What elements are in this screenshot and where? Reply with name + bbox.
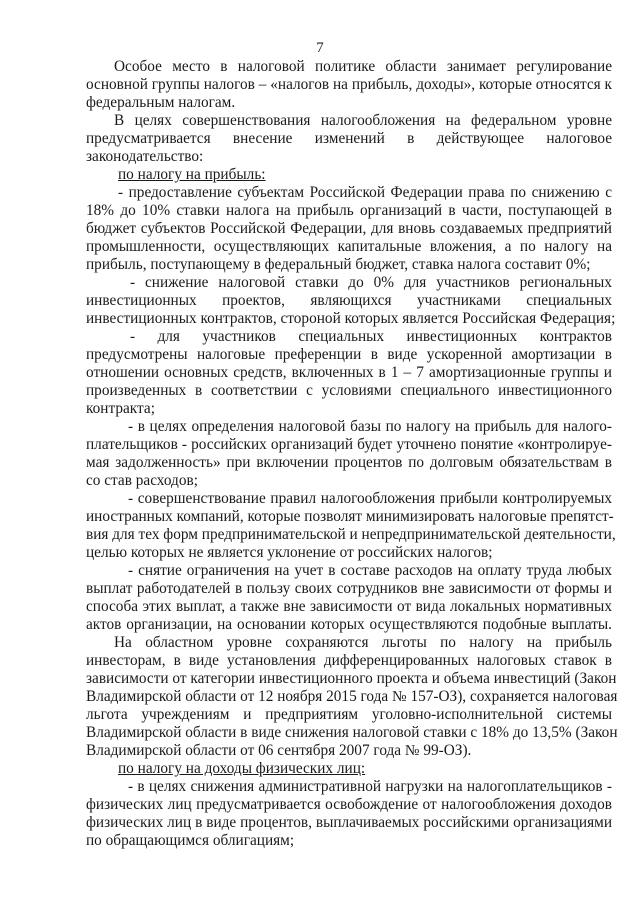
text-line: отношении основных средств, включенных в 1 – 7 амортизационные группы и <box>86 364 612 381</box>
text-line: зависимости от категории инвестиционного проекта и объема инвестиций (Закон <box>86 670 617 687</box>
text-line: - снижение налоговой ставки до 0% для участников региональных <box>130 274 612 291</box>
text-line: вия для тех форм предпринимательской и непредпринимательской деятельности, <box>86 526 616 543</box>
text-line: Владимирской области от 06 сентября 2007 года № 99-ОЗ). <box>86 742 472 759</box>
text-line: - в целях определения налоговой базы по налогу на прибыль для налого- <box>128 418 612 435</box>
text-line: Владимирской области в виде снижения налоговой ставки с 18% до 13,5% (Закон <box>86 724 618 741</box>
section-heading-personal-income-tax: по налогу на доходы физических лиц: <box>118 760 366 777</box>
text-line: бюджет субъектов Российской Федерации, для вновь создаваемых предприятий <box>86 220 612 237</box>
text-line: физических лиц предусматривается освобождение от налогообложения доходов <box>86 796 612 813</box>
section-heading-profit-tax: по налогу на прибыль: <box>118 166 266 183</box>
text-line: целью которых не является уклонение от российских налогов; <box>86 544 493 561</box>
text-line: - совершенствование правил налогообложения прибыли контролируемых <box>128 490 612 507</box>
text-line: прибыль, поступающему в федеральный бюджет, ставка налога составит 0%; <box>86 256 591 273</box>
text-line: плательщиков - российских организаций будет уточнено понятие «контролируе- <box>86 436 612 453</box>
text-line: Владимирской области от 12 ноября 2015 года № 157-ОЗ), сохраняется налоговая <box>86 688 618 705</box>
text-line: инвестиционных проектов, являющихся участниками специальных <box>86 292 612 309</box>
text-line: В целях совершенствования налогообложения на федеральном уровне <box>114 112 612 129</box>
text-line: произведенных в соответствии с условиями специального инвестиционного <box>86 382 612 399</box>
text-line: федеральным налогам. <box>86 94 236 111</box>
text-line: иностранных компаний, которые позволят минимизировать налоговые препятст- <box>86 508 614 525</box>
text-line: актов организации, на основании которых осуществляются подобные выплаты. <box>86 616 612 633</box>
text-line: - снятие ограничения на учет в составе расходов на оплату труда любых <box>128 562 612 579</box>
text-line: Особое место в налоговой политике области занимает регулирование <box>114 58 612 75</box>
text-line: промышленности, осуществляющих капитальные вложения, а по налогу на <box>86 238 612 255</box>
text-line: основной группы налогов – «налогов на прибыль, доходы», которые относятся к <box>86 76 612 93</box>
text-line: по обращающимся облигациям; <box>86 832 295 849</box>
text-line: физических лиц в виде процентов, выплачиваемых российскими организациями <box>86 814 612 831</box>
text-line: льгота учреждениям и предприятиям уголовно-исполнительной системы <box>86 706 612 723</box>
text-line: инвестиционных контрактов, стороной которых является Российская Федерация; <box>86 310 616 327</box>
text-line: со став расходов; <box>86 472 198 489</box>
text-line: предусмотрены налоговые преференции в виде ускоренной амортизации в <box>86 346 612 363</box>
text-line: контракта; <box>86 400 155 417</box>
text-line: выплат работодателей в пользу своих сотрудников вне зависимости от формы и <box>86 580 612 597</box>
text-line: предусматривается внесение изменений в действующее налоговое <box>86 130 612 147</box>
text-line: 18% до 10% ставки налога на прибыль организаций в части, поступающей в <box>86 202 612 219</box>
text-line: - предоставление субъектам Российской Федерации права по снижению с <box>118 184 612 201</box>
text-line: законодательство: <box>86 148 204 165</box>
page-number: 7 <box>316 40 324 56</box>
text-line: - для участников специальных инвестиционных контрактов <box>130 328 612 345</box>
text-line: - в целях снижения административной нагрузки на налогоплательщиков - <box>128 778 612 795</box>
text-line: На областном уровне сохраняются льготы по налогу на прибыль <box>114 634 612 651</box>
text-line: инвесторам, в виде установления дифференцированных налоговых ставок в <box>86 652 612 669</box>
text-line: мая задолженность» при включении процентов по долговым обязательствам в <box>86 454 612 471</box>
text-line: способа этих выплат, а также вне зависимости от вида локальных нормативных <box>86 598 612 615</box>
